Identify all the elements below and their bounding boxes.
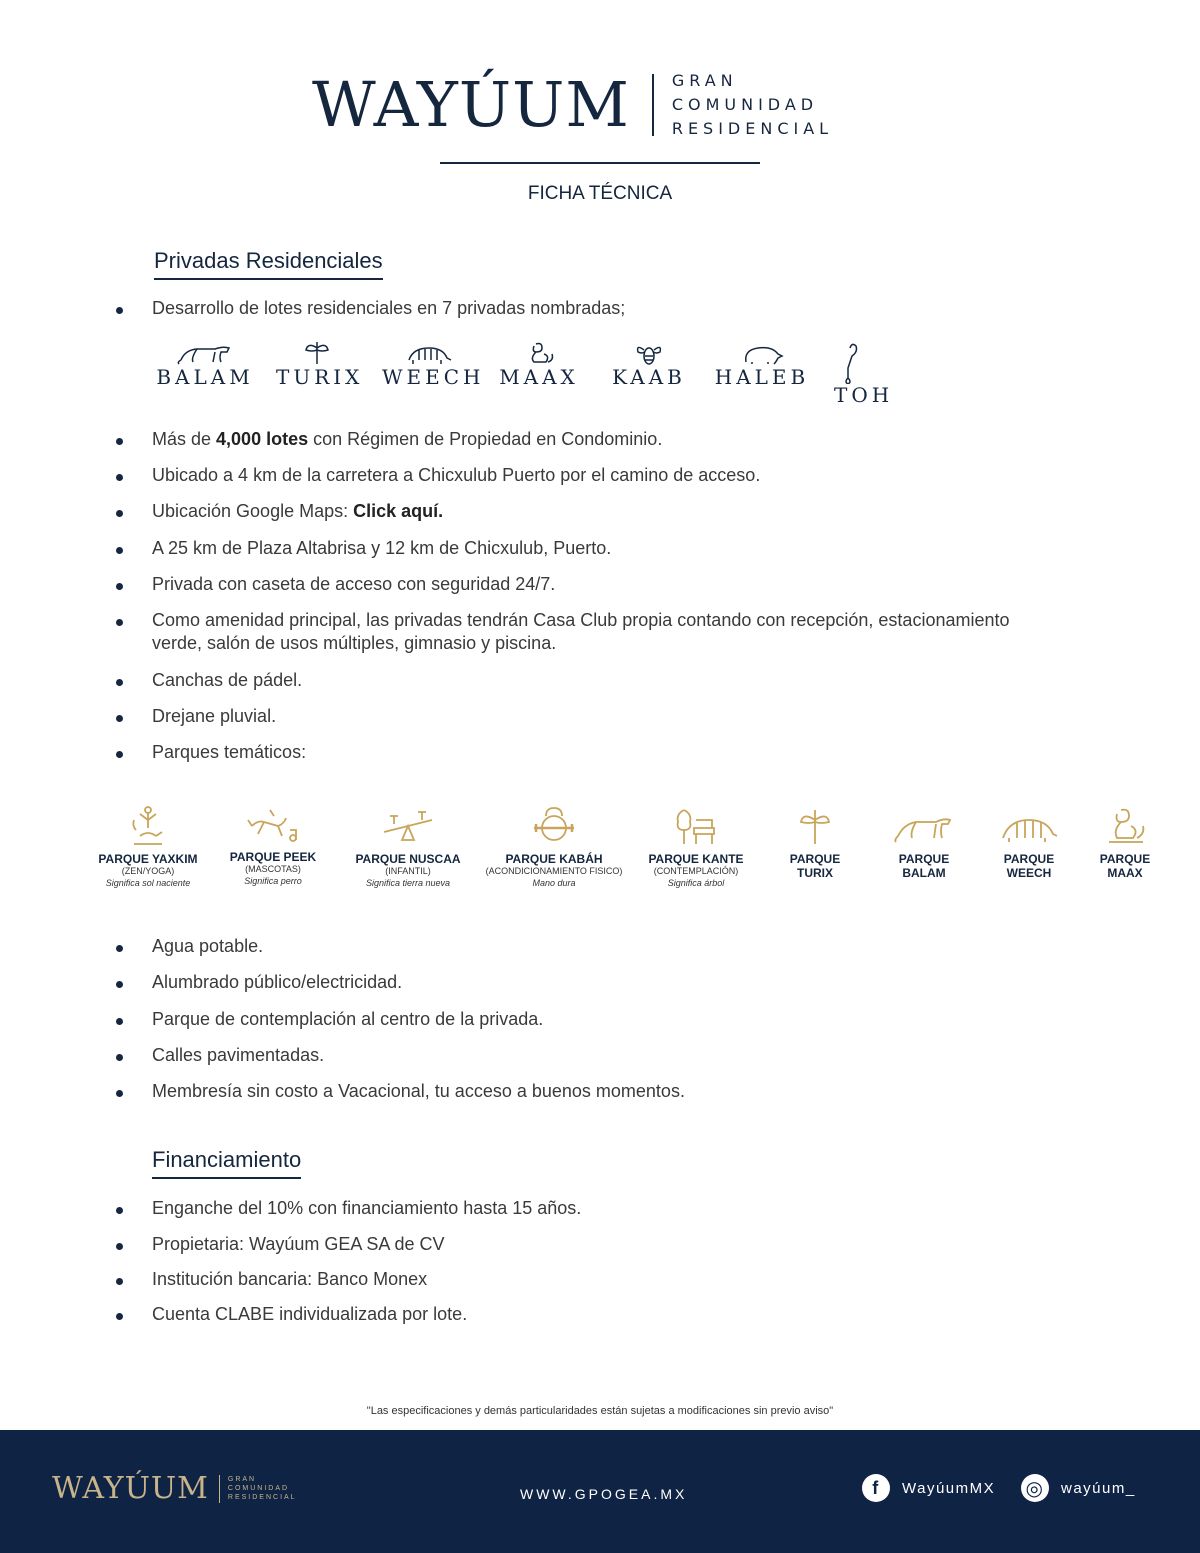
- privada-balam: [156, 340, 254, 400]
- logo-wordmark: WAYÚUM: [312, 68, 630, 141]
- dragonfly-icon: [795, 806, 835, 846]
- park-subtitle: (ZEN/YOGA): [121, 866, 175, 876]
- privada-kaab: [608, 340, 690, 400]
- park-meaning: Significa tierra nueva: [365, 878, 451, 888]
- kettlebell-icon: [530, 806, 578, 846]
- privada-haleb: [714, 340, 810, 400]
- list-item: [152, 500, 1032, 523]
- list-item: Institución bancaria: Banco Monex: [152, 1268, 1032, 1291]
- park-yaxkim: [96, 806, 200, 889]
- park-nuscaa: [352, 806, 464, 889]
- park-meaning: Significa perro: [244, 876, 302, 886]
- footer: [0, 1430, 1200, 1553]
- list-item: [152, 537, 1032, 560]
- privada-toh: [834, 340, 916, 407]
- list-item: Membresía sin costo a Vacacional, tu acceso a buenos momentos.: [152, 1080, 1032, 1103]
- paca-icon: [740, 340, 784, 366]
- list-item: Parque de contemplación al centro de la privada.: [152, 1008, 1032, 1031]
- bee-icon: [632, 340, 666, 366]
- park-subtitle: (CONTEMPLACIÓN): [653, 866, 739, 876]
- park-name: PARQUE KANTE: [648, 852, 744, 866]
- park-name: PARQUE: [898, 852, 950, 866]
- park-subtitle: WEECH: [1006, 866, 1052, 880]
- park-subtitle: BALAM: [902, 866, 946, 880]
- privada-label: MAAX: [499, 365, 579, 389]
- seesaw-icon: [380, 806, 436, 846]
- disclaimer: "Las especificaciones y demás particularidades están sujetas a modificaciones sin previo aviso": [366, 1405, 834, 1417]
- logo-tagline-line: COMUNIDAD: [671, 95, 819, 114]
- list-item: Desarrollo de lotes residenciales en 7 privadas nombradas;: [152, 297, 1032, 320]
- list-item: [152, 573, 1032, 596]
- list-item-text: Ubicado a 4 km de la carretera a Chicxulub Puerto por el camino de acceso.: [152, 465, 761, 485]
- armadillo-icon: [997, 806, 1061, 846]
- list-item: Alumbrado público/electricidad.: [152, 971, 1032, 994]
- armadillo-icon: [403, 340, 453, 366]
- footer-logo-divider: [219, 1475, 220, 1503]
- list-item: [152, 669, 1032, 692]
- park-balam: [888, 806, 960, 880]
- logo-tagline-line: RESIDENCIAL: [671, 119, 834, 138]
- footer-logo-tagline-line: GRAN: [227, 1476, 257, 1483]
- facebook-link[interactable]: [862, 1474, 995, 1502]
- list-item: [152, 464, 1032, 487]
- section-title-financiamiento: Financiamiento: [152, 1147, 301, 1179]
- instagram-handle: wayúum_: [1061, 1479, 1136, 1497]
- list-item: Enganche del 10% con financiamiento hasta 15 años.: [152, 1197, 1032, 1220]
- park-name: PARQUE NUSCAA: [355, 852, 461, 866]
- monkey-icon: [1103, 806, 1147, 846]
- footer-logo-tagline-line: COMUNIDAD: [227, 1485, 290, 1492]
- list-item-text: Más de: [152, 429, 217, 449]
- list-item: [152, 609, 1032, 655]
- privada-label: TURIX: [276, 365, 364, 389]
- motmot-bird-icon: [840, 340, 864, 384]
- dragonfly-icon: [302, 340, 332, 366]
- list-item: [152, 428, 1032, 451]
- footer-logo: [52, 1471, 297, 1506]
- park-kante: [644, 806, 748, 889]
- park-name: PARQUE: [1003, 852, 1055, 866]
- jaguar-icon: [175, 340, 235, 366]
- website-link[interactable]: WWW.GPOGEA.MX: [520, 1486, 688, 1502]
- list-item: [152, 705, 1032, 728]
- list-item-text: con Régimen de Propiedad en Condominio.: [308, 429, 663, 449]
- list-item-text: Canchas de pádel.: [152, 670, 303, 690]
- list-item-text: Privada con caseta de acceso con seguridad 24/7.: [152, 574, 556, 594]
- section-title-privadas: Privadas Residenciales: [154, 248, 383, 280]
- logo-divider: [652, 74, 654, 136]
- privada-label: KAAB: [612, 365, 686, 389]
- park-meaning: Significa árbol: [667, 878, 725, 888]
- park-meaning: Significa sol naciente: [105, 878, 191, 888]
- instagram-link[interactable]: [1021, 1474, 1136, 1502]
- park-kabah: [476, 806, 632, 889]
- instagram-icon: ◎: [1021, 1474, 1049, 1502]
- privada-turix: [276, 340, 364, 400]
- list-item: Cuenta CLABE individualizada por lote.: [152, 1303, 1032, 1326]
- list-item-text: Como amenidad principal, las privadas tendrán Casa Club propia contando con recepción, estacionamiento verde, salón de usos múltiples, gimnasio y piscina.: [152, 610, 1010, 653]
- logo-tagline-line: GRAN: [671, 71, 738, 90]
- privada-weech: [382, 340, 485, 400]
- park-peek: [226, 806, 320, 887]
- monkey-icon: [522, 340, 556, 366]
- list-item-text: Parques temáticos:: [152, 742, 307, 762]
- list-item-bold: 4,000 lotes: [216, 429, 309, 449]
- list-item: [152, 741, 1032, 764]
- header-divider: [440, 162, 760, 164]
- park-name: PARQUE: [789, 852, 841, 866]
- list-item: Agua potable.: [152, 935, 1032, 958]
- jaguar-icon: [892, 806, 956, 846]
- park-name: PARQUE: [1099, 852, 1151, 866]
- park-turix: [780, 806, 850, 880]
- page-title: FICHA TÉCNICA: [527, 183, 673, 204]
- yoga-icon: [126, 806, 170, 846]
- park-name: PARQUE PEEK: [229, 850, 317, 864]
- list-item: Calles pavimentadas.: [152, 1044, 1032, 1067]
- footer-logo-tagline: [228, 1475, 297, 1502]
- park-name: PARQUE YAXKIM: [98, 852, 198, 866]
- privada-label: HALEB: [714, 365, 810, 389]
- privada-maax: [498, 340, 580, 400]
- park-subtitle: TURIX: [797, 866, 833, 880]
- park-meaning: Mano dura: [532, 878, 576, 888]
- logo-tagline: [672, 69, 833, 141]
- list-item-text: A 25 km de Plaza Altabrisa y 12 km de Chicxulub, Puerto.: [152, 538, 612, 558]
- footer-logo-wordmark: WAYÚUM: [52, 1471, 209, 1506]
- facebook-handle: WayúumMX: [902, 1479, 996, 1497]
- header-logo: [312, 70, 833, 140]
- park-subtitle: (MASCOTAS): [245, 864, 301, 874]
- list-item-text: Ubicación Google Maps:: [152, 501, 354, 521]
- google-maps-link[interactable]: Click aquí.: [353, 501, 444, 521]
- privada-label: BALAM: [156, 365, 254, 389]
- dog-icon: [244, 806, 302, 844]
- list-item-text: Drejane pluvial.: [152, 706, 277, 726]
- park-subtitle: (ACONDICIONAMIENTO FISICO): [485, 866, 623, 876]
- list-item: Propietaria: Wayúum GEA SA de CV: [152, 1233, 1032, 1256]
- tree-bench-icon: [674, 806, 718, 846]
- park-subtitle: (INFANTIL): [385, 866, 431, 876]
- park-subtitle: MAAX: [1107, 866, 1143, 880]
- park-maax: [1094, 806, 1156, 880]
- privada-label: TOH: [834, 383, 894, 407]
- facebook-icon: f: [862, 1474, 890, 1502]
- privadas-row: [156, 340, 916, 407]
- privada-label: WEECH: [382, 365, 485, 389]
- park-weech: [994, 806, 1064, 880]
- footer-logo-tagline-line: RESIDENCIAL: [227, 1494, 297, 1501]
- park-name: PARQUE KABÁH: [505, 852, 603, 866]
